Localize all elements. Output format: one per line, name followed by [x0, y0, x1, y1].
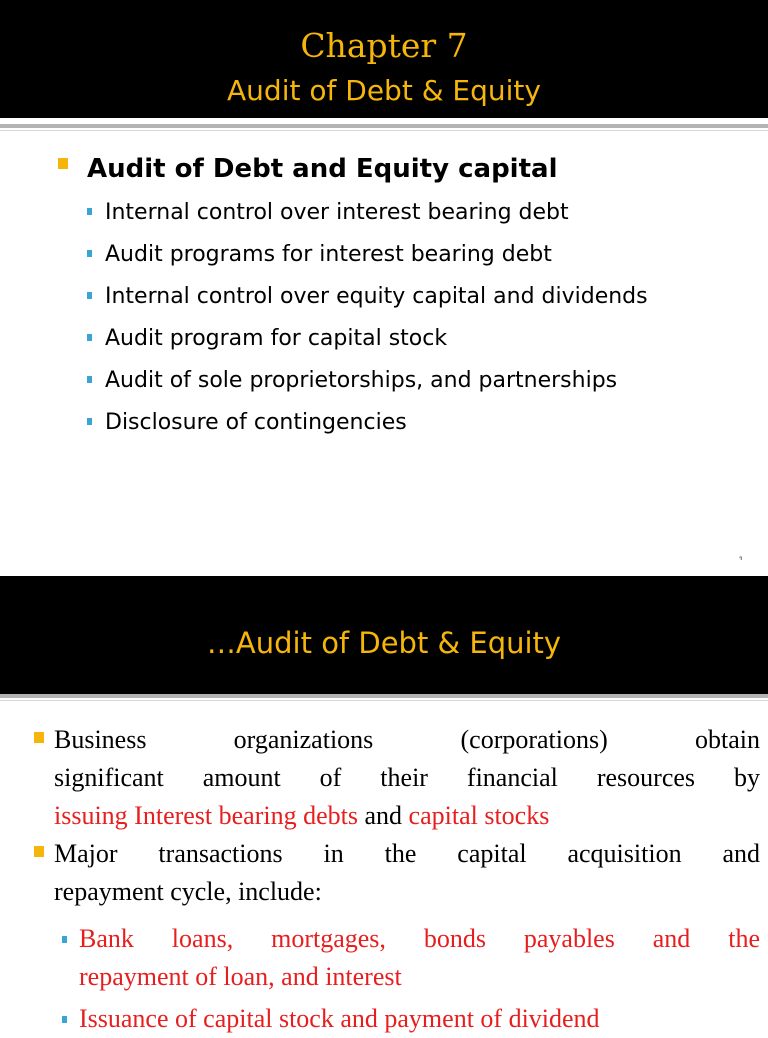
slide-1-header [0, 0, 768, 118]
slide-2 [0, 576, 768, 1033]
sub-bullet-1-line-2: repayment of loan, and interest [79, 962, 402, 991]
sub-bullet-text: Disclosure of contingencies [105, 410, 407, 435]
slide-1-title: Chapter 7 [300, 26, 468, 65]
main-bullet-marker [58, 158, 68, 169]
sub-bullet-marker [87, 208, 92, 215]
main-bullet-text: Audit of Debt and Equity capital [87, 154, 558, 184]
bullet-2-text [54, 835, 760, 911]
sub-bullet-marker [62, 936, 67, 943]
highlight-interest-bearing-debts: issuing Interest bearing debts [54, 801, 358, 830]
sub-bullet-marker [87, 376, 92, 383]
bullet-2-line-2: repayment cycle, include: [54, 877, 322, 906]
sub-bullet-text: Audit programs for interest bearing debt [105, 242, 552, 267]
sub-bullet-text: Internal control over equity capital and dividends [105, 284, 648, 309]
header-divider [0, 694, 768, 698]
sub-bullet-2-text [79, 1000, 760, 1038]
sub-bullet-2-line-1: Issuance of capital stock and payment of dividend [79, 1004, 600, 1033]
bullet-1-line-1: Business organizations (corporations) obtain [54, 725, 760, 754]
connector-text: and [358, 801, 409, 830]
sub-bullet-text: Internal control over interest bearing debt [105, 200, 569, 225]
header-divider-thin [0, 130, 768, 131]
header-divider [0, 124, 768, 128]
bullet-1-line-2: significant amount of their financial resources by [54, 763, 760, 792]
sub-bullet-marker [62, 1016, 67, 1023]
bullet-1-text [54, 721, 760, 835]
sub-bullet-marker [87, 334, 92, 341]
slide-2-header [0, 576, 768, 694]
highlight-capital-stocks: capital stocks [408, 801, 550, 830]
bullet-1-line-3 [54, 797, 760, 835]
sub-bullet-1-text [79, 920, 760, 996]
slide-1-subtitle: Audit of Debt & Equity [227, 74, 541, 107]
slide-gap [0, 560, 768, 576]
sub-bullet-marker [87, 250, 92, 257]
slide-2-title: …Audit of Debt & Equity [206, 626, 562, 660]
bullet-2-line-1: Major transactions in the capital acquisition and [54, 839, 760, 868]
bullet-marker [34, 846, 44, 857]
sub-bullet-marker [87, 292, 92, 299]
sub-bullet-text: Audit of sole proprietorships, and partnerships [105, 368, 618, 393]
bullet-marker [34, 732, 44, 743]
sub-bullet-marker [87, 418, 92, 425]
sub-bullet-text: Audit program for capital stock [105, 326, 448, 351]
sub-bullet-1-line-1: Bank loans, mortgages, bonds payables and the [79, 924, 760, 953]
header-divider-thin [0, 700, 768, 701]
